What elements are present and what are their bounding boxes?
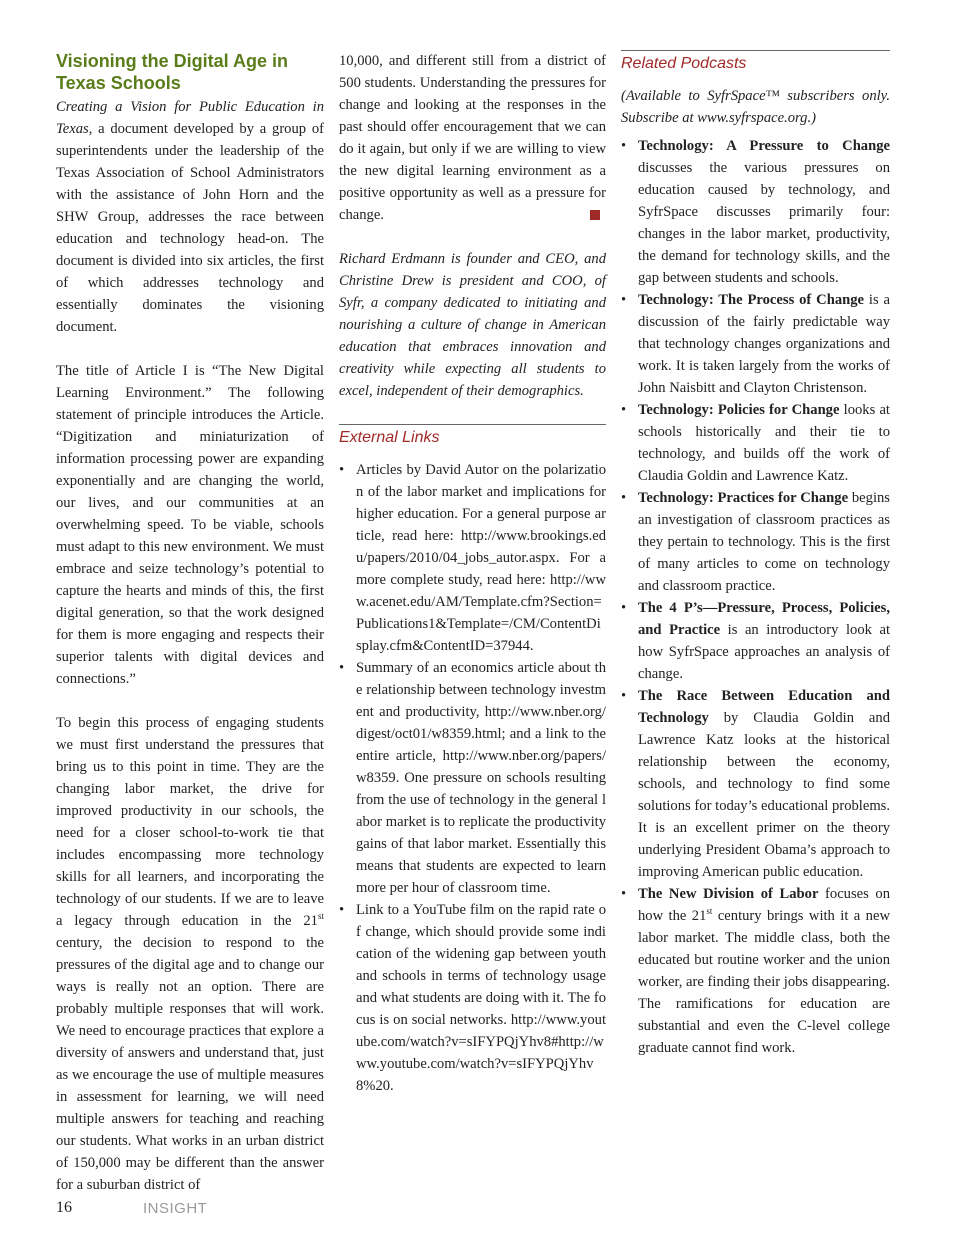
list-item[interactable]: • Technology: Practices for Change begins an investigation of classroom practices as they pertain to technology. This is the first of many articles to come on technology and classroom practice.: [621, 487, 890, 597]
page-number: 16: [56, 1199, 72, 1216]
article-one-paragraph: The title of Article I is “The New Digital Learning Environment.” The following statement of principle introduces the Article. “Digitization and miniaturization of information processing power are expanding exponentially and are changing the world, our lives, and our communities at an overwhelming speed. To be viable, schools must adapt to this new environment. We must embrace and seize technology’s potential to capture the hearts and minds of this, the first digital generation, so that the work designed for them is more engaging and respects their superior talents with digital devices and connections.”: [56, 363, 324, 687]
list-item[interactable]: • Link to a YouTube film on the rapid rate of change, which should provide some indication of the widening gap between youth and schools in terms of technology usage and what students are doing with it. The focus is on social networks. http://www.youtube.com/watch?v=sIFYPQjYhv8#http://www.youtube.com/watch?v=sIFYPQjYhv8%20.: [339, 899, 606, 1097]
left-column: [56, 50, 324, 1196]
list-item[interactable]: • The New Division of Labor focuses on how the 21st century brings with it a new labor market. The middle class, both the educated but routine worker and the union worker, are finding their jobs disappearing. The ramifications for education are substantial and even the C-level college graduate cannot find work.: [621, 883, 890, 1059]
section-divider: [339, 424, 606, 425]
article-title: Visioning the Digital Age in Texas Schools: [56, 51, 289, 93]
continued-paragraph: 10,000, and different still from a district of 500 students. Understanding the pressures for change and looking at the responses in the past should offer encouragement that we can do it again, but only if we are willing to view the new digital learning environment as a positive opportunity as well as a pressure for change.: [339, 53, 606, 223]
external-links-section: [339, 424, 606, 1097]
publication-name: INSIGHT: [143, 1200, 208, 1217]
author-bio: Richard Erdmann is founder and CEO, and Christine Drew is president and COO, of Syfr, a company dedicated to initiating and nourishing a culture of change in American education that embraces innovation and creativity while expecting all students to excel, independent of their demographics.: [339, 251, 606, 399]
podcast-list: [621, 135, 890, 1059]
subscriber-note: (Available to SyfrSpace™ subscribers only. Subscribe at www.syfrspace.org.): [621, 88, 890, 126]
list-item[interactable]: • Technology: The Process of Change is a discussion of the fairly predictable way that technology changes organizations and work. It is taken largely from the works of John Naisbitt and Clayton Christenson.: [621, 289, 890, 399]
list-item[interactable]: • Articles by David Autor on the polarization of the labor market and implications for higher education. For a general purpose article, read here: http://www.brookings.edu/papers/2010/04_jobs_autor.aspx. For a more complete study, read here: http://www.acenet.edu/AM/Template.cfm?Section=Publications1&Template=/CM/ContentDisplay.cfm&ContentID=37944.: [339, 459, 606, 657]
end-of-article-mark-icon: [590, 210, 600, 220]
list-item[interactable]: • Summary of an economics article about the relationship between technology investment and productivity, http://www.nber.org/digest/oct01/w8359.html; and a link to the entire article, http://www.nber.org/papers/w8359. One pressure on schools resulting from the use of technology in the general labor market is to replicate the productivity gains of that labor market. Essentially this means that students are expected to learn more per hour of classroom time.: [339, 657, 606, 899]
right-column: [621, 50, 890, 1059]
list-item[interactable]: • Technology: Policies for Change looks at schools historically and their tie to technology, and builds off the work of Claudia Goldin and Lawrence Katz.: [621, 399, 890, 487]
list-item[interactable]: • The Race Between Education and Technology by Claudia Goldin and Lawrence Katz looks at the historical relationship between the economy, schools, and technology to find some solutions for today’s educational problems. It is an excellent primer on the theory underlying President Obama’s approach to improving American public education.: [621, 685, 890, 883]
external-links-heading: External Links: [339, 429, 440, 446]
pressures-paragraph: To begin this process of engaging students we must first understand the pressures that bring us to this point in time. They are the changing labor market, the drive for improved productivity in our schools, the need for a closer school-to-work tie that includes encompassing more technology skills for all learners, and incorporating the technology of our students. If we are to leave a legacy through education in the 21st century, the decision to respond to the pressures of the digital age and to change our ways is really not an option. There are probably multiple responses that will work. We need to encourage practices that explore a diversity of answers and understand that, just as we encourage the use of multiple measures in assessment for learning, we will need multiple answers for teaching and reaching our students. What works in an urban district of 150,000 may be different than the answer for a suburban district of: [56, 715, 324, 1193]
middle-column: [339, 50, 606, 1097]
external-links-list: [339, 459, 606, 1097]
intro-paragraph: Creating a Vision for Public Education in Texas, a document developed by a group of superintendents under the leadership of the Texas Association of School Administrators with the assistance of John Horn and the SHW Group, addresses the race between education and technology head-on. The document is divided into six articles, the first of which addresses technology and essentially dominates the visioning document.: [56, 99, 324, 335]
section-divider: [621, 50, 890, 51]
document-title: Creating a Vision for Public Education in Texas: [56, 99, 324, 137]
related-podcasts-heading: Related Podcasts: [621, 55, 747, 72]
list-item[interactable]: • The 4 P’s—Pressure, Process, Policies, and Practice is an introductory look at how SyfrSpace approaches an analysis of change.: [621, 597, 890, 685]
list-item[interactable]: • Technology: A Pressure to Change discusses the various pressures on education caused by technology, and SyfrSpace discusses primarily four: changes in the labor market, productivity, the demand for technology skills, and the gap between students and schools.: [621, 135, 890, 289]
